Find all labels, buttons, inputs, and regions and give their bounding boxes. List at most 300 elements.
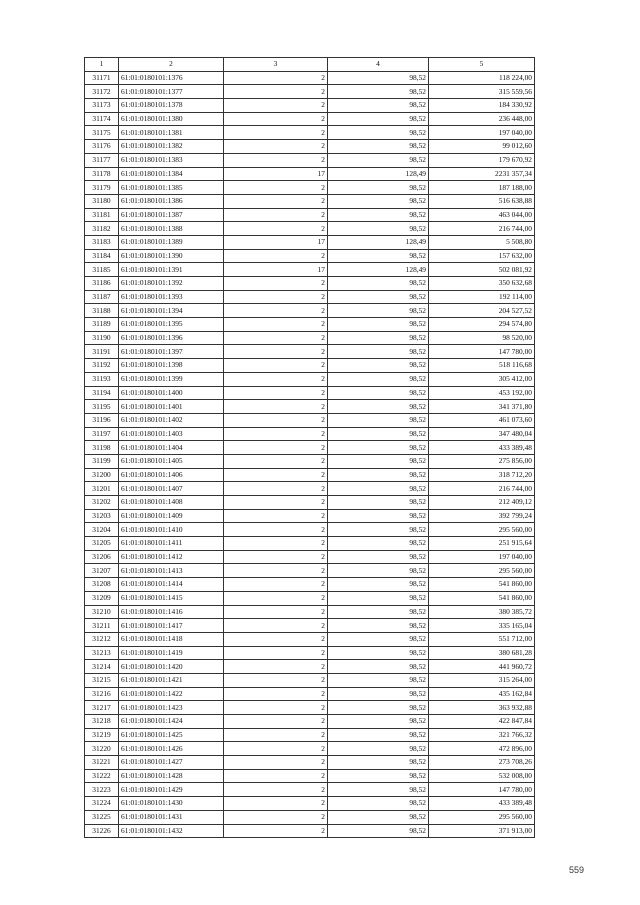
table-cell: 31181	[85, 208, 119, 222]
table-cell: 236 448,00	[429, 112, 535, 126]
table-cell: 2	[224, 797, 328, 811]
table-cell: 31190	[85, 331, 119, 345]
table-cell: 2	[224, 372, 328, 386]
table-cell: 61:01:0180101:1417	[119, 619, 224, 633]
table-cell: 31207	[85, 564, 119, 578]
table-cell: 61:01:0180101:1390	[119, 249, 224, 263]
table-cell: 98,52	[328, 783, 429, 797]
table-cell: 31200	[85, 468, 119, 482]
table-cell: 61:01:0180101:1377	[119, 85, 224, 99]
table-cell: 61:01:0180101:1409	[119, 509, 224, 523]
table-cell: 532 008,00	[429, 769, 535, 783]
table-row	[85, 277, 535, 291]
table-row	[85, 756, 535, 770]
table-cell: 118 224,00	[429, 71, 535, 85]
table-cell: 98,52	[328, 277, 429, 291]
table-cell: 61:01:0180101:1405	[119, 454, 224, 468]
table-cell: 98,52	[328, 591, 429, 605]
table-cell: 295 560,00	[429, 810, 535, 824]
table-row	[85, 824, 535, 838]
table-cell: 31219	[85, 728, 119, 742]
table-cell: 17	[224, 167, 328, 181]
table-cell: 31215	[85, 673, 119, 687]
table-cell: 187 188,00	[429, 181, 535, 195]
table-row	[85, 742, 535, 756]
table-cell: 31185	[85, 263, 119, 277]
page-number: 559	[568, 865, 584, 875]
table-cell: 98,52	[328, 468, 429, 482]
table-cell: 315 559,56	[429, 85, 535, 99]
table-cell: 61:01:0180101:1384	[119, 167, 224, 181]
table-cell: 61:01:0180101:1428	[119, 769, 224, 783]
table-row	[85, 441, 535, 455]
table-cell: 31220	[85, 742, 119, 756]
table-row	[85, 85, 535, 99]
table-cell: 98,52	[328, 318, 429, 332]
table-cell: 98,52	[328, 769, 429, 783]
table-row	[85, 99, 535, 113]
table-cell: 2	[224, 318, 328, 332]
table-cell: 17	[224, 263, 328, 277]
table-cell: 61:01:0180101:1378	[119, 99, 224, 113]
table-cell: 98,52	[328, 605, 429, 619]
table-cell: 2	[224, 454, 328, 468]
table-cell: 516 638,88	[429, 194, 535, 208]
table-cell: 98,52	[328, 181, 429, 195]
table-cell: 61:01:0180101:1395	[119, 318, 224, 332]
table-row	[85, 112, 535, 126]
table-cell: 31186	[85, 277, 119, 291]
table-cell: 2	[224, 413, 328, 427]
table-cell: 61:01:0180101:1388	[119, 222, 224, 236]
table-cell: 2	[224, 578, 328, 592]
table-cell: 392 799,24	[429, 509, 535, 523]
table-cell: 61:01:0180101:1410	[119, 523, 224, 537]
table-cell: 31211	[85, 619, 119, 633]
table-cell: 2	[224, 99, 328, 113]
table-cell: 192 114,00	[429, 290, 535, 304]
table-cell: 147 780,00	[429, 345, 535, 359]
table-cell: 31218	[85, 715, 119, 729]
header-cell: 1	[85, 58, 119, 72]
table-cell: 541 860,00	[429, 578, 535, 592]
table-cell: 31193	[85, 372, 119, 386]
table-cell: 98,52	[328, 482, 429, 496]
table-cell: 31184	[85, 249, 119, 263]
table-cell: 31183	[85, 235, 119, 249]
table-cell: 472 896,00	[429, 742, 535, 756]
table-cell: 371 913,00	[429, 824, 535, 838]
table-cell: 98,52	[328, 523, 429, 537]
table-cell: 2	[224, 550, 328, 564]
table-cell: 31209	[85, 591, 119, 605]
table-cell: 2	[224, 181, 328, 195]
table-cell: 98,52	[328, 564, 429, 578]
table-cell: 363 932,88	[429, 701, 535, 715]
table-cell: 347 480,04	[429, 427, 535, 441]
table-row	[85, 194, 535, 208]
table-cell: 2	[224, 660, 328, 674]
header-row	[85, 58, 535, 72]
table-cell: 2	[224, 619, 328, 633]
table-cell: 98,52	[328, 249, 429, 263]
table-cell: 31182	[85, 222, 119, 236]
table-cell: 2	[224, 468, 328, 482]
header-cell: 5	[429, 58, 535, 72]
table-row	[85, 605, 535, 619]
table-row	[85, 496, 535, 510]
table-cell: 31175	[85, 126, 119, 140]
table-cell: 2	[224, 523, 328, 537]
table-cell: 31205	[85, 537, 119, 551]
table-cell: 321 766,32	[429, 728, 535, 742]
table-cell: 98,52	[328, 619, 429, 633]
table-cell: 2	[224, 509, 328, 523]
table-row	[85, 468, 535, 482]
table-row	[85, 208, 535, 222]
table-cell: 128,49	[328, 263, 429, 277]
table-cell: 61:01:0180101:1427	[119, 756, 224, 770]
table-cell: 99 012,60	[429, 140, 535, 154]
table-cell: 61:01:0180101:1414	[119, 578, 224, 592]
table-cell: 31172	[85, 85, 119, 99]
table-cell: 2	[224, 386, 328, 400]
table-cell: 463 044,00	[429, 208, 535, 222]
table-cell: 433 389,48	[429, 441, 535, 455]
table-cell: 98,52	[328, 126, 429, 140]
table-row	[85, 318, 535, 332]
table-cell: 17	[224, 235, 328, 249]
table-cell: 2	[224, 482, 328, 496]
table-cell: 31171	[85, 71, 119, 85]
table-cell: 341 371,80	[429, 400, 535, 414]
table-cell: 2	[224, 564, 328, 578]
table-row	[85, 304, 535, 318]
table-cell: 98,52	[328, 427, 429, 441]
table-row	[85, 400, 535, 414]
table-cell: 31225	[85, 810, 119, 824]
table-cell: 61:01:0180101:1421	[119, 673, 224, 687]
table-row	[85, 482, 535, 496]
table-cell: 61:01:0180101:1389	[119, 235, 224, 249]
table-cell: 216 744,00	[429, 482, 535, 496]
table-cell: 98,52	[328, 140, 429, 154]
table-cell: 98,52	[328, 454, 429, 468]
table-cell: 295 560,00	[429, 564, 535, 578]
table-cell: 61:01:0180101:1387	[119, 208, 224, 222]
table-cell: 98,52	[328, 810, 429, 824]
table-cell: 453 192,00	[429, 386, 535, 400]
table-cell: 98,52	[328, 153, 429, 167]
table-cell: 98,52	[328, 578, 429, 592]
table-cell: 315 264,00	[429, 673, 535, 687]
table-cell: 61:01:0180101:1426	[119, 742, 224, 756]
table-cell: 98 520,00	[429, 331, 535, 345]
table-cell: 2	[224, 591, 328, 605]
table-cell: 294 574,80	[429, 318, 535, 332]
table-row	[85, 810, 535, 824]
table-cell: 98,52	[328, 715, 429, 729]
table-cell: 61:01:0180101:1424	[119, 715, 224, 729]
table-cell: 98,52	[328, 290, 429, 304]
table-cell: 98,52	[328, 222, 429, 236]
table-cell: 98,52	[328, 99, 429, 113]
table-cell: 31178	[85, 167, 119, 181]
header-cell: 3	[224, 58, 328, 72]
header-cell: 2	[119, 58, 224, 72]
table-cell: 147 780,00	[429, 783, 535, 797]
table-cell: 295 560,00	[429, 523, 535, 537]
table-cell: 98,52	[328, 673, 429, 687]
table-cell: 98,52	[328, 386, 429, 400]
table-cell: 2	[224, 632, 328, 646]
table-cell: 98,52	[328, 441, 429, 455]
table-cell: 61:01:0180101:1401	[119, 400, 224, 414]
table-cell: 518 116,68	[429, 359, 535, 373]
table-cell: 61:01:0180101:1376	[119, 71, 224, 85]
table-cell: 31192	[85, 359, 119, 373]
table-cell: 61:01:0180101:1422	[119, 687, 224, 701]
table-cell: 61:01:0180101:1399	[119, 372, 224, 386]
table-cell: 2	[224, 537, 328, 551]
table-cell: 31226	[85, 824, 119, 838]
table-cell: 98,52	[328, 71, 429, 85]
table-cell: 31189	[85, 318, 119, 332]
table-cell: 441 960,72	[429, 660, 535, 674]
table-cell: 98,52	[328, 632, 429, 646]
table-cell: 435 162,84	[429, 687, 535, 701]
table-cell: 2	[224, 783, 328, 797]
table-row	[85, 660, 535, 674]
table-cell: 2	[224, 824, 328, 838]
table-cell: 31194	[85, 386, 119, 400]
table-cell: 157 632,00	[429, 249, 535, 263]
table-row	[85, 167, 535, 181]
table-cell: 197 040,00	[429, 550, 535, 564]
table-cell: 2	[224, 742, 328, 756]
table-cell: 2	[224, 85, 328, 99]
table-cell: 61:01:0180101:1397	[119, 345, 224, 359]
table-row	[85, 153, 535, 167]
table-cell: 98,52	[328, 742, 429, 756]
table-row	[85, 235, 535, 249]
table-cell: 61:01:0180101:1394	[119, 304, 224, 318]
table-row	[85, 564, 535, 578]
table-row	[85, 769, 535, 783]
table-row	[85, 619, 535, 633]
table-cell: 98,52	[328, 413, 429, 427]
table-cell: 61:01:0180101:1415	[119, 591, 224, 605]
table-cell: 31217	[85, 701, 119, 715]
table-row	[85, 454, 535, 468]
table-cell: 61:01:0180101:1386	[119, 194, 224, 208]
table-cell: 305 412,00	[429, 372, 535, 386]
table-row	[85, 345, 535, 359]
table-cell: 61:01:0180101:1419	[119, 646, 224, 660]
table-cell: 98,52	[328, 537, 429, 551]
table-cell: 31202	[85, 496, 119, 510]
table-cell: 551 712,00	[429, 632, 535, 646]
table-cell: 2	[224, 277, 328, 291]
table-row	[85, 71, 535, 85]
table-cell: 541 860,00	[429, 591, 535, 605]
table-cell: 98,52	[328, 687, 429, 701]
table-row	[85, 715, 535, 729]
table-cell: 2	[224, 194, 328, 208]
table-cell: 61:01:0180101:1412	[119, 550, 224, 564]
table-cell: 31210	[85, 605, 119, 619]
table-cell: 2	[224, 400, 328, 414]
table-cell: 61:01:0180101:1383	[119, 153, 224, 167]
table-row	[85, 126, 535, 140]
table-row	[85, 386, 535, 400]
table-cell: 98,52	[328, 728, 429, 742]
table-cell: 98,52	[328, 646, 429, 660]
table-cell: 31198	[85, 441, 119, 455]
table-cell: 98,52	[328, 496, 429, 510]
table-cell: 2	[224, 359, 328, 373]
table-cell: 61:01:0180101:1418	[119, 632, 224, 646]
table-row	[85, 290, 535, 304]
table-cell: 61:01:0180101:1403	[119, 427, 224, 441]
table-cell: 61:01:0180101:1423	[119, 701, 224, 715]
table-row	[85, 701, 535, 715]
table-cell: 98,52	[328, 797, 429, 811]
table-cell: 31208	[85, 578, 119, 592]
table-cell: 31214	[85, 660, 119, 674]
table-cell: 204 527,52	[429, 304, 535, 318]
table-cell: 98,52	[328, 194, 429, 208]
table-cell: 31197	[85, 427, 119, 441]
table-row	[85, 646, 535, 660]
table-row	[85, 550, 535, 564]
table-cell: 31199	[85, 454, 119, 468]
table-cell: 2	[224, 112, 328, 126]
table-cell: 216 744,00	[429, 222, 535, 236]
table-cell: 502 081,92	[429, 263, 535, 277]
table-cell: 2	[224, 687, 328, 701]
table-row	[85, 632, 535, 646]
table-cell: 2	[224, 605, 328, 619]
table-cell: 61:01:0180101:1429	[119, 783, 224, 797]
table-cell: 2	[224, 427, 328, 441]
table-cell: 2	[224, 496, 328, 510]
table-row	[85, 687, 535, 701]
header-cell: 4	[328, 58, 429, 72]
table-cell: 422 847,84	[429, 715, 535, 729]
table-row	[85, 181, 535, 195]
table-cell: 380 385,72	[429, 605, 535, 619]
table-cell: 98,52	[328, 331, 429, 345]
table-cell: 61:01:0180101:1398	[119, 359, 224, 373]
table-cell: 61:01:0180101:1416	[119, 605, 224, 619]
table-cell: 61:01:0180101:1432	[119, 824, 224, 838]
table-cell: 2	[224, 810, 328, 824]
table-row	[85, 427, 535, 441]
table-cell: 128,49	[328, 167, 429, 181]
table-row	[85, 537, 535, 551]
table-cell: 98,52	[328, 550, 429, 564]
table-cell: 98,52	[328, 85, 429, 99]
table-cell: 98,52	[328, 208, 429, 222]
table-cell: 5 508,80	[429, 235, 535, 249]
table-cell: 61:01:0180101:1396	[119, 331, 224, 345]
table-cell: 2	[224, 701, 328, 715]
table-row	[85, 509, 535, 523]
table-cell: 61:01:0180101:1391	[119, 263, 224, 277]
table-cell: 98,52	[328, 372, 429, 386]
table-cell: 61:01:0180101:1411	[119, 537, 224, 551]
table-cell: 31216	[85, 687, 119, 701]
table-cell: 184 330,92	[429, 99, 535, 113]
table-cell: 31179	[85, 181, 119, 195]
table-header	[85, 58, 535, 72]
table-cell: 31195	[85, 400, 119, 414]
table-cell: 433 389,48	[429, 797, 535, 811]
table-cell: 273 708,26	[429, 756, 535, 770]
table-row	[85, 578, 535, 592]
table-cell: 251 915,64	[429, 537, 535, 551]
table-row	[85, 263, 535, 277]
table-row	[85, 140, 535, 154]
table-cell: 98,52	[328, 509, 429, 523]
table-cell: 61:01:0180101:1402	[119, 413, 224, 427]
table-cell: 98,52	[328, 701, 429, 715]
table-cell: 61:01:0180101:1420	[119, 660, 224, 674]
table-cell: 98,52	[328, 824, 429, 838]
table-row	[85, 783, 535, 797]
table-cell: 318 712,20	[429, 468, 535, 482]
table-cell: 61:01:0180101:1406	[119, 468, 224, 482]
table-cell: 31173	[85, 99, 119, 113]
table-cell: 2	[224, 153, 328, 167]
table-cell: 350 632,68	[429, 277, 535, 291]
table-row	[85, 591, 535, 605]
table-cell: 98,52	[328, 400, 429, 414]
table-cell: 98,52	[328, 112, 429, 126]
table-cell: 31191	[85, 345, 119, 359]
table-cell: 61:01:0180101:1407	[119, 482, 224, 496]
document-table-container	[84, 57, 534, 838]
table-cell: 2	[224, 646, 328, 660]
table-cell: 31221	[85, 756, 119, 770]
table-cell: 61:01:0180101:1431	[119, 810, 224, 824]
table-cell: 98,52	[328, 660, 429, 674]
table-cell: 31177	[85, 153, 119, 167]
table-cell: 2	[224, 331, 328, 345]
table-cell: 31176	[85, 140, 119, 154]
table-cell: 61:01:0180101:1400	[119, 386, 224, 400]
table-cell: 2	[224, 304, 328, 318]
table-cell: 98,52	[328, 756, 429, 770]
table-cell: 61:01:0180101:1408	[119, 496, 224, 510]
table-cell: 61:01:0180101:1413	[119, 564, 224, 578]
table-cell: 197 040,00	[429, 126, 535, 140]
table-cell: 2	[224, 222, 328, 236]
table-row	[85, 249, 535, 263]
table-cell: 31174	[85, 112, 119, 126]
table-cell: 31224	[85, 797, 119, 811]
table-row	[85, 372, 535, 386]
table-cell: 179 670,92	[429, 153, 535, 167]
table-cell: 61:01:0180101:1425	[119, 728, 224, 742]
table-row	[85, 673, 535, 687]
table-cell: 98,52	[328, 304, 429, 318]
table-cell: 31204	[85, 523, 119, 537]
table-cell: 2	[224, 756, 328, 770]
table-row	[85, 331, 535, 345]
table-row	[85, 359, 535, 373]
